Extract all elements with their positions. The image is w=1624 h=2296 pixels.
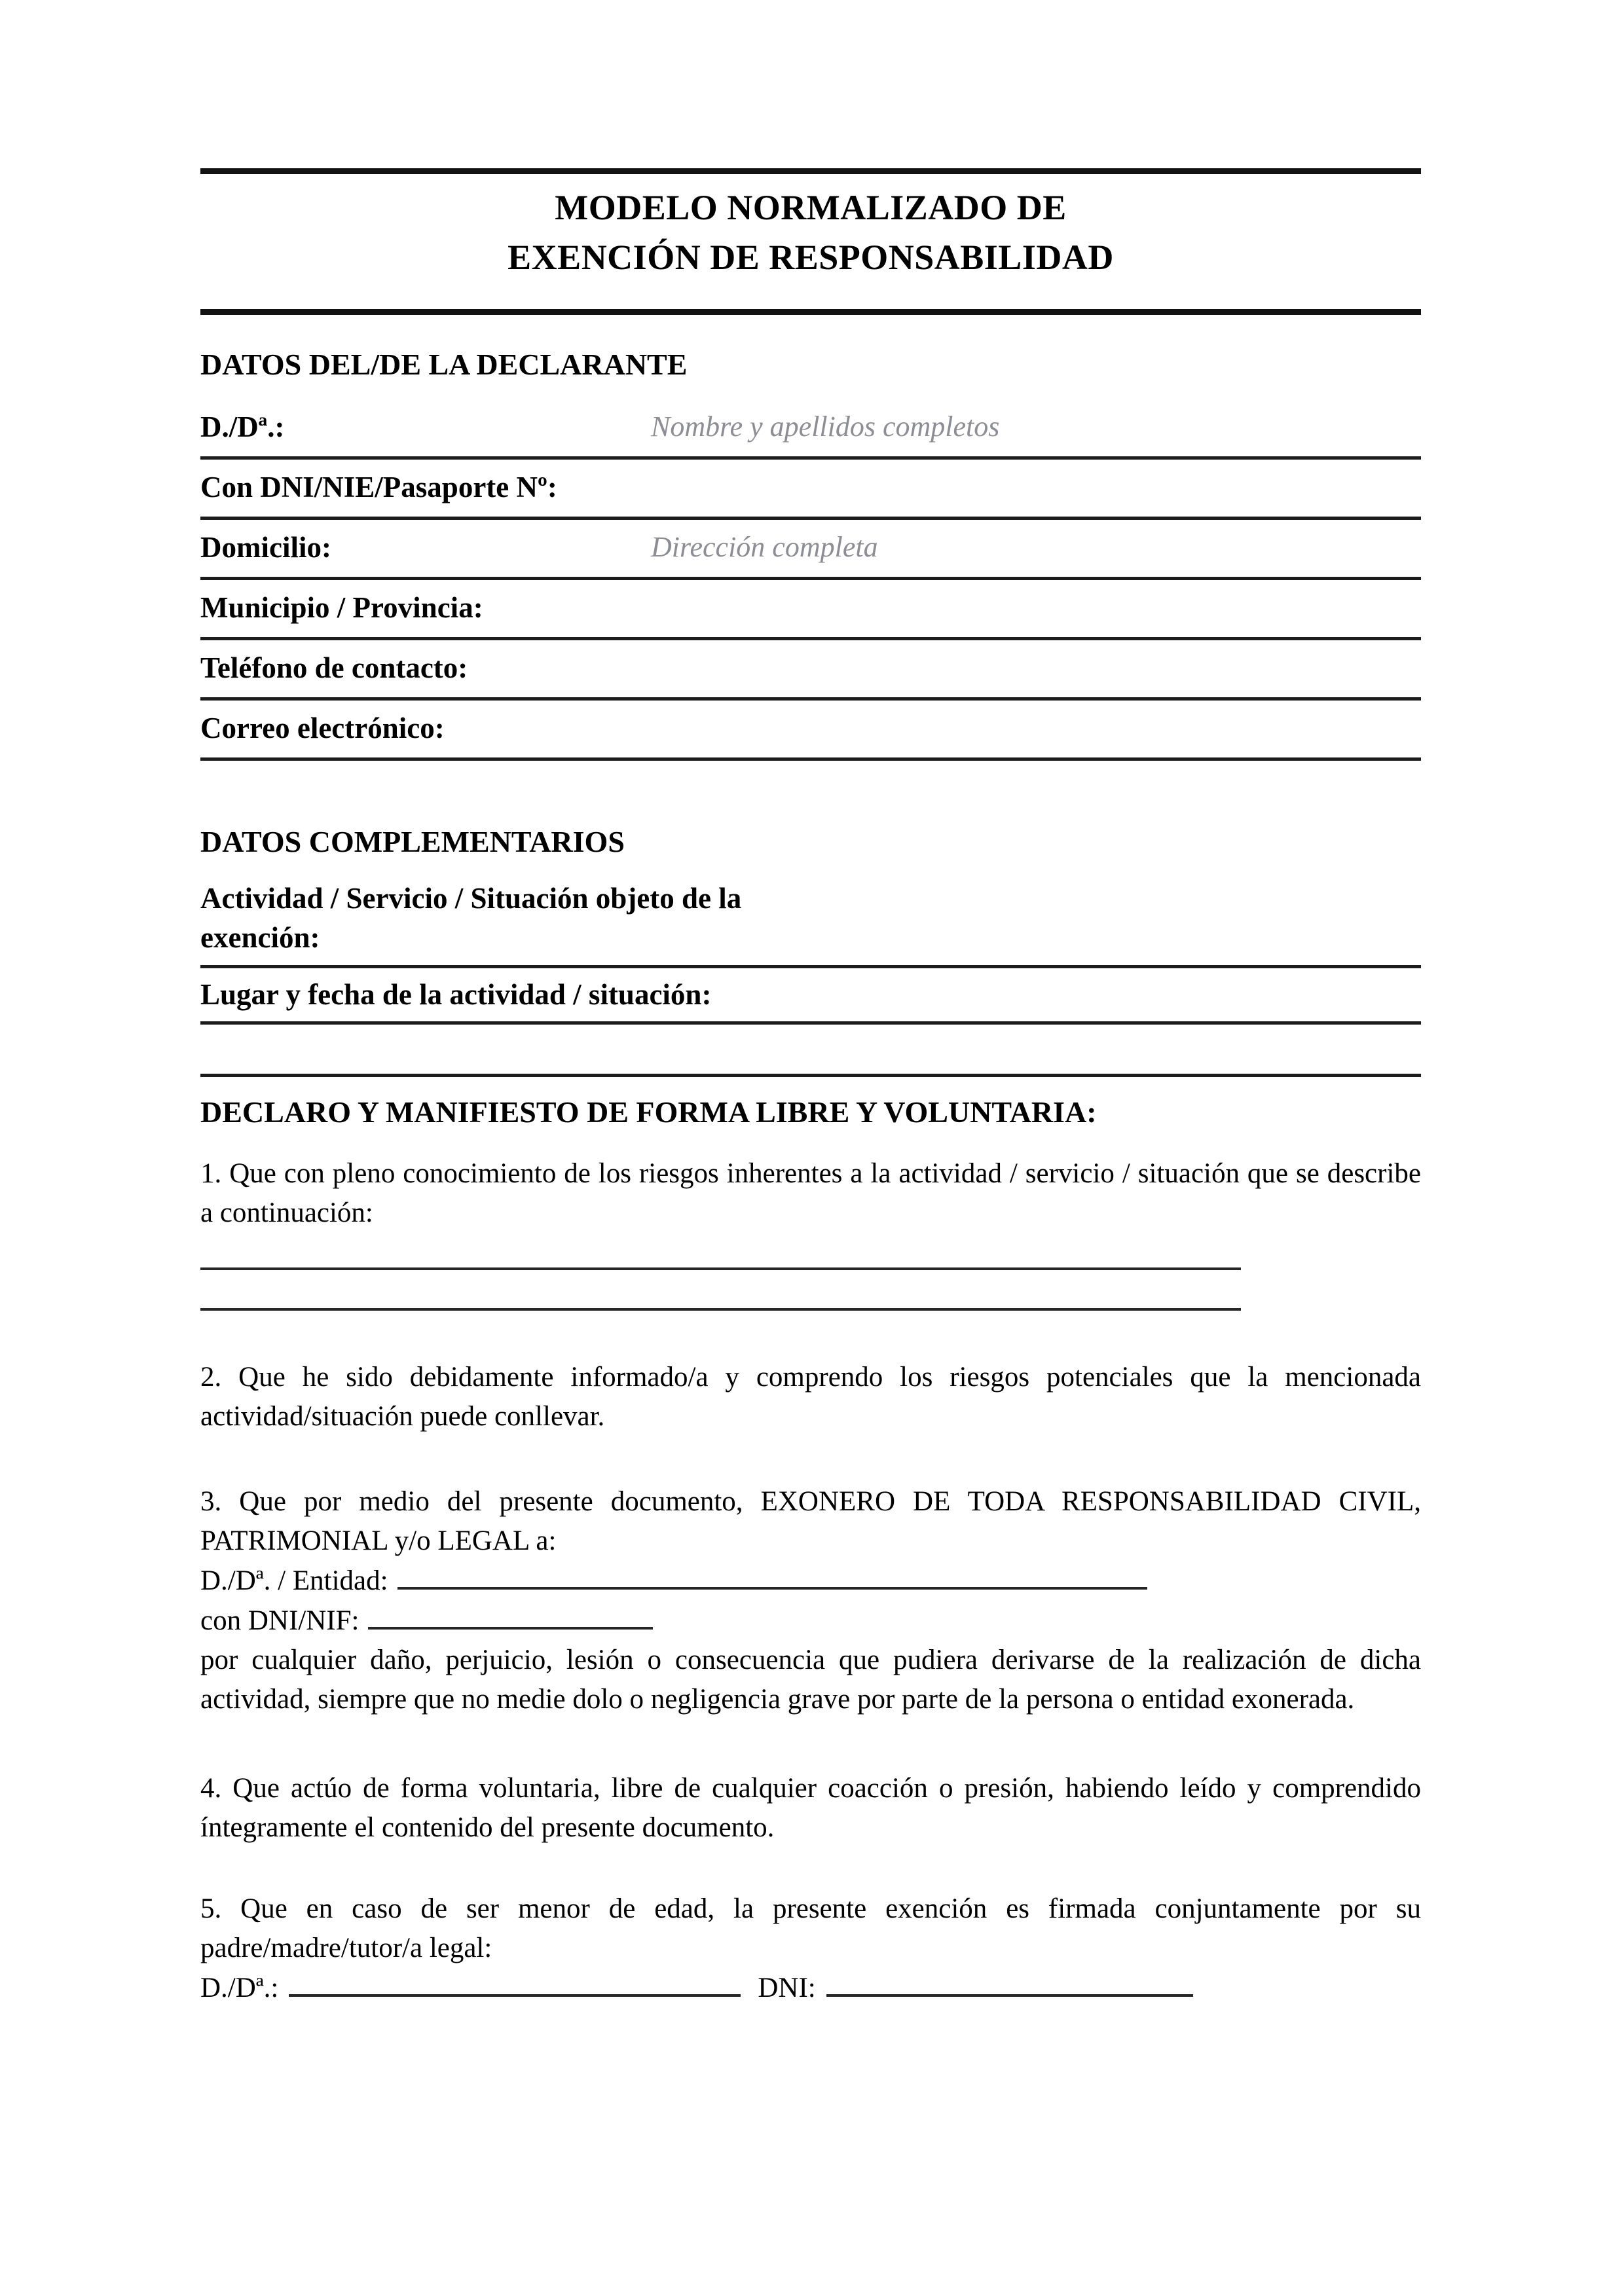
field-placeholder-direccion: Dirección completa <box>651 531 878 563</box>
declaration-item-4: 4. Que actúo de forma voluntaria, libre de cualquier coacción o presión, habiendo leído y comprendido íntegramente el contenido del presente documento. <box>200 1773 1421 1843</box>
declaration-item-5: 5. Que en caso de ser menor de edad, la presente exención es firmada conjuntamente por su padre/madre/tutor/a legal: <box>200 1893 1421 1963</box>
document-title-line-2: EXENCIÓN DE RESPONSABILIDAD <box>507 238 1114 277</box>
section-heading-declaro: DECLARO Y MANIFIESTO DE FORMA LIBRE Y VOLUNTARIA: <box>200 1095 1097 1129</box>
section-heading-datos-complementarios: DATOS COMPLEMENTARIOS <box>200 825 625 858</box>
entity-label: D./Dª. / Entidad: <box>200 1565 388 1596</box>
write-line-descripcion-2[interactable] <box>200 1270 1241 1311</box>
field-label-dni-nie-pasaporte: Con DNI/NIE/Pasaporte Nº: <box>200 471 557 503</box>
field-row-correo[interactable] <box>200 701 1421 761</box>
dni-nif-row <box>200 1601 1421 1641</box>
input-line-dni-nif[interactable] <box>368 1601 653 1630</box>
declaration-item-3-body: por cualquier daño, perjuicio, lesión o consecuencia que pudiera derivarse de la realización de dicha actividad, siempre que no medie dolo o negligencia grave por parte de la persona o entidad exonerada. <box>200 1645 1421 1715</box>
field-label-nombre: D./Dª.: <box>200 410 285 443</box>
field-label-correo: Correo electrónico: <box>200 712 445 744</box>
field-row-dni-nie-pasaporte[interactable] <box>200 460 1421 520</box>
field-row-actividad-exencion[interactable] <box>200 879 1421 968</box>
document-title-line-1: MODELO NORMALIZADO DE <box>555 188 1067 227</box>
section-heading-datos-declarante: DATOS DEL/DE LA DECLARANTE <box>200 348 688 381</box>
field-row-telefono[interactable] <box>200 640 1421 701</box>
signatory-name-label: D./Dª.: <box>200 1973 279 2003</box>
entity-row <box>200 1561 1421 1601</box>
field-label-actividad-line-1: Actividad / Servicio / Situación objeto de la <box>200 882 742 915</box>
write-line-descripcion-1[interactable] <box>200 1233 1241 1270</box>
field-row-domicilio[interactable] <box>200 520 1421 580</box>
field-label-domicilio: Domicilio: <box>200 531 331 564</box>
signature-row <box>200 1968 1421 2008</box>
field-placeholder-nombre: Nombre y apellidos completos <box>651 410 1000 443</box>
field-row-municipio-provincia[interactable] <box>200 580 1421 640</box>
document-page <box>200 0 1421 2008</box>
declaration-item-2: 2. Que he sido debidamente informado/a y comprendo los riesgos potenciales que la mencionada actividad/situación puede conllevar. <box>200 1362 1421 1432</box>
input-line-entidad[interactable] <box>397 1561 1147 1590</box>
declarant-fields <box>200 399 1421 761</box>
field-label-lugar-fecha: Lugar y fecha de la actividad / situación: <box>200 978 712 1011</box>
declaration-item-3-intro: 3. Que por medio del presente documento, EXONERO DE TODA RESPONSABILIDAD CIVIL, PATRIMONIAL y/o LEGAL a: <box>200 1486 1421 1556</box>
field-label-actividad-line-2: exención: <box>200 921 320 954</box>
field-row-lugar-fecha[interactable] <box>200 968 1421 1025</box>
field-label-telefono: Teléfono de contacto: <box>200 651 468 684</box>
field-row-nombre[interactable] <box>200 399 1421 460</box>
declaration-item-1: 1. Que con pleno conocimiento de los riesgos inherentes a la actividad / servicio / situación que se describe a continuación: <box>200 1158 1421 1228</box>
input-line-firmante-nombre[interactable] <box>289 1968 741 1997</box>
title-block <box>200 168 1421 315</box>
field-row-lugar-fecha-extra-line[interactable] <box>200 1025 1421 1077</box>
dni-nif-label: con DNI/NIF: <box>200 1605 360 1636</box>
signatory-dni-label: DNI: <box>758 1973 816 2003</box>
field-label-municipio-provincia: Municipio / Provincia: <box>200 591 483 624</box>
input-line-firmante-dni[interactable] <box>826 1968 1193 1997</box>
